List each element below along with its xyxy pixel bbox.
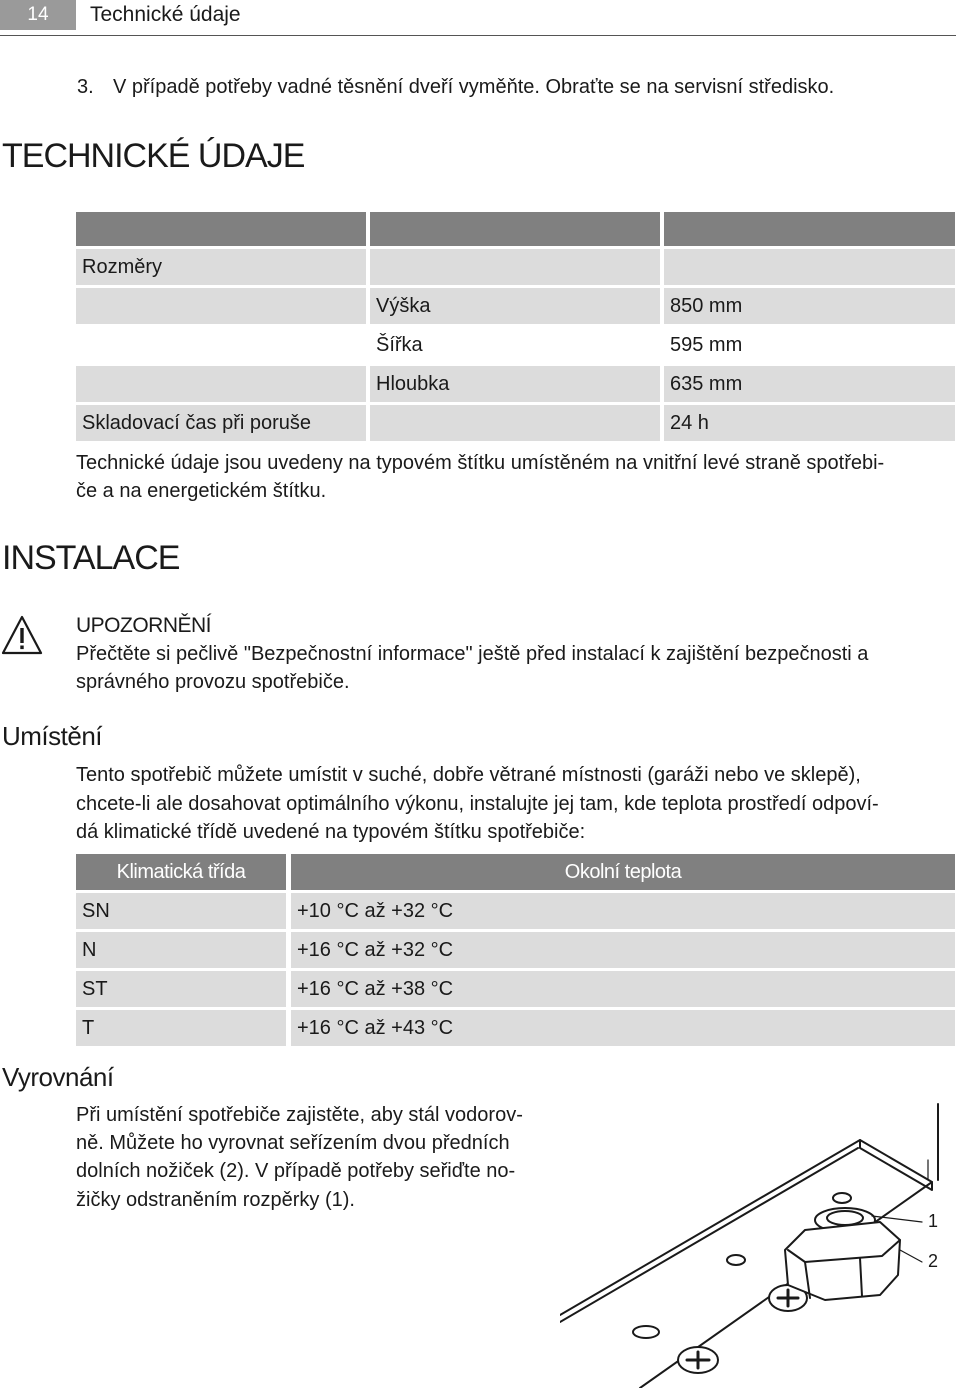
header-rule <box>0 35 956 36</box>
tech-row-sub: Šířka <box>370 327 660 363</box>
warning-text-line: Přečtěte si pečlivě "Bezpečnostní informace" ještě před instalací k zajištění bezpečnosti a <box>76 643 869 665</box>
climate-class: T <box>76 1010 286 1046</box>
climate-col-header: Okolní teplota <box>291 854 955 890</box>
climate-temp: +16 °C až +38 °C <box>291 971 955 1007</box>
tech-row-value <box>664 249 955 285</box>
leveling-text-line: ně. Můžete ho vyrovnat seřízením dvou předních <box>76 1132 510 1154</box>
tech-row-sub <box>370 249 660 285</box>
climate-temp: +16 °C až +43 °C <box>291 1010 955 1046</box>
warning-icon <box>0 614 44 656</box>
tech-row-sub: Hloubka <box>370 366 660 402</box>
placement-heading: Umístění <box>2 721 103 751</box>
leveling-text-line: dolních nožiček (2). V případě potřeby seřiďte no- <box>76 1160 516 1182</box>
step-number: 3. <box>77 76 94 98</box>
climate-class: N <box>76 932 286 968</box>
running-title: Technické údaje <box>90 3 241 26</box>
tech-row-value: 850 mm <box>664 288 955 324</box>
climate-temp: +10 °C až +32 °C <box>291 893 955 929</box>
climate-class: SN <box>76 893 286 929</box>
tech-heading: TECHNICKÉ ÚDAJE <box>2 137 305 175</box>
placement-text-line: Tento spotřebič můžete umístit v suché, dobře větrané místnosti (garáži nebo ve sklepě), <box>76 764 861 786</box>
leveling-text-line: Při umístění spotřebiče zajistěte, aby stál vodorov- <box>76 1104 523 1126</box>
leveling-foot-illustration <box>560 1100 960 1388</box>
placement-text-line: chcete-li ale dosahovat optimálního výkonu, instalujte jej tam, kde teplota prostředí odpoví- <box>76 793 879 815</box>
tech-note-line: Technické údaje jsou uvedeny na typovém štítku umístěném na vnitřní levé straně spotřebi- <box>76 452 885 474</box>
tech-row-value: 24 h <box>664 405 955 441</box>
climate-class: ST <box>76 971 286 1007</box>
warning-text-line: správného provozu spotřebiče. <box>76 671 350 693</box>
step-text: V případě potřeby vadné těsnění dveří vyměňte. Obraťte se na servisní středisko. <box>113 76 835 98</box>
callout-label: 2 <box>928 1251 939 1271</box>
tech-row-label: Rozměry <box>76 249 366 285</box>
climate-temp: +16 °C až +32 °C <box>291 932 955 968</box>
tech-note-line: če a na energetickém štítku. <box>76 480 327 502</box>
page-number: 14 <box>0 0 76 30</box>
climate-col-header: Klimatická třída <box>76 854 286 890</box>
placement-text-line: dá klimatické třídě uvedené na typovém štítku spotřebiče: <box>76 821 586 843</box>
leveling-text-line: žičky odstraněním rozpěrky (1). <box>76 1189 355 1211</box>
tech-table-head-cell <box>664 212 955 246</box>
install-heading: INSTALACE <box>2 539 180 577</box>
tech-row-value: 595 mm <box>664 327 955 363</box>
leveling-heading: Vyrovnání <box>2 1062 114 1092</box>
warning-title: UPOZORNĚNÍ <box>76 614 212 637</box>
tech-row-sub: Výška <box>370 288 660 324</box>
tech-row-sub <box>370 405 660 441</box>
tech-table-head-cell <box>76 212 366 246</box>
callout-label: 1 <box>928 1211 939 1231</box>
tech-row-label <box>76 366 366 402</box>
tech-row-label <box>76 327 366 363</box>
tech-row-value: 635 mm <box>664 366 955 402</box>
tech-row-label: Skladovací čas při poruše <box>76 405 366 441</box>
tech-table-head-cell <box>370 212 660 246</box>
tech-row-label <box>76 288 366 324</box>
